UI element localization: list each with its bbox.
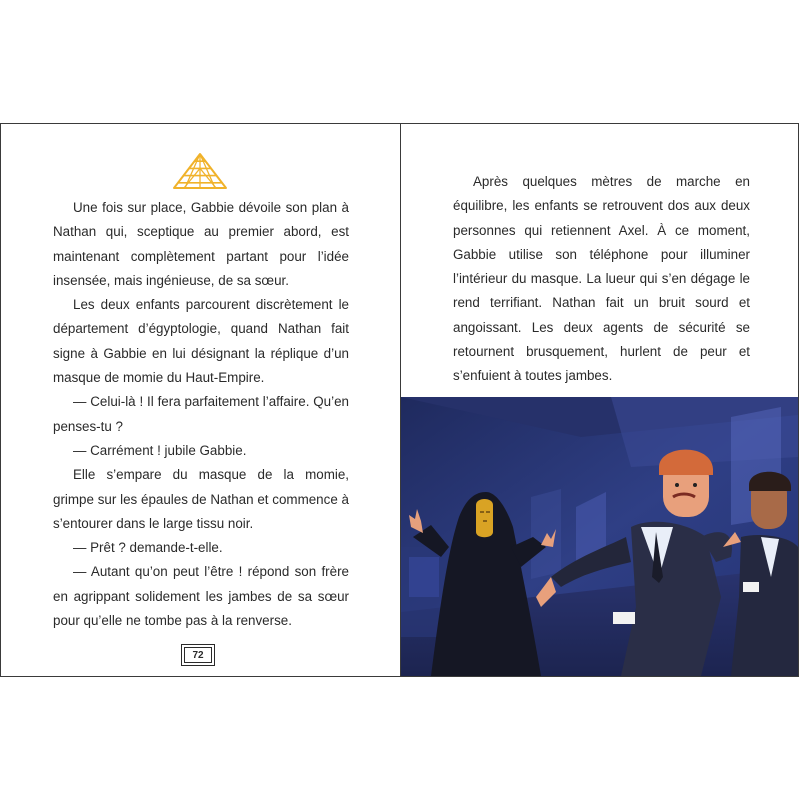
paragraph: Elle s’empare du masque de la momie, grimpe sur les épaules de Nathan et commence à s’entourer dans le large tissu noir. bbox=[53, 467, 349, 531]
paragraph: — Carrément ! jubile Gabbie. bbox=[73, 442, 247, 458]
paragraph: Les deux enfants parcourent discrètement le département d’égyptologie, quand Nathan fait signe à Gabbie en lui désignant la réplique d’un masque de momie du Haut-Empire. bbox=[53, 297, 349, 386]
page-number: 72 bbox=[192, 649, 204, 661]
page-number-box bbox=[181, 644, 215, 666]
right-page-text bbox=[453, 170, 750, 389]
illustration bbox=[401, 397, 798, 676]
paragraph: — Prêt ? demande-t-elle. bbox=[73, 540, 223, 556]
right-page bbox=[401, 124, 798, 676]
paragraph: — Autant qu’on peut l’être ! répond son frère en agrippant solidement les jambes de sa sœur pour qu’elle ne tombe pas à la renverse. bbox=[53, 564, 349, 629]
left-page-text bbox=[53, 196, 349, 633]
pyramid-icon bbox=[171, 151, 229, 191]
illustration-scene bbox=[401, 397, 798, 676]
left-page bbox=[1, 124, 400, 676]
paragraph: — Celui-là ! Il fera parfaitement l’affaire. Qu’en penses-tu ? bbox=[53, 394, 349, 434]
paragraph: Une fois sur place, Gabbie dévoile son plan à Nathan qui, sceptique au premier abord, est maintenant complètement partant pour l’idée insensée, mais ingénieuse, de sa sœur. bbox=[53, 200, 349, 288]
paragraph: Après quelques mètres de marche en équilibre, les enfants se retrouvent dos aux deux personnes qui retiennent Axel. À ce moment, Gabbie utilise son téléphone pour illuminer l’intérieur du masque. La lueur qui s’en dégage le rend terrifiant. Nathan fait un bruit sourd et angoissant. Les deux agents de sécurité se retournent brusquement, hurlent de peur et s’enfuient à toutes jambes. bbox=[453, 174, 750, 384]
book-spread bbox=[0, 123, 799, 677]
